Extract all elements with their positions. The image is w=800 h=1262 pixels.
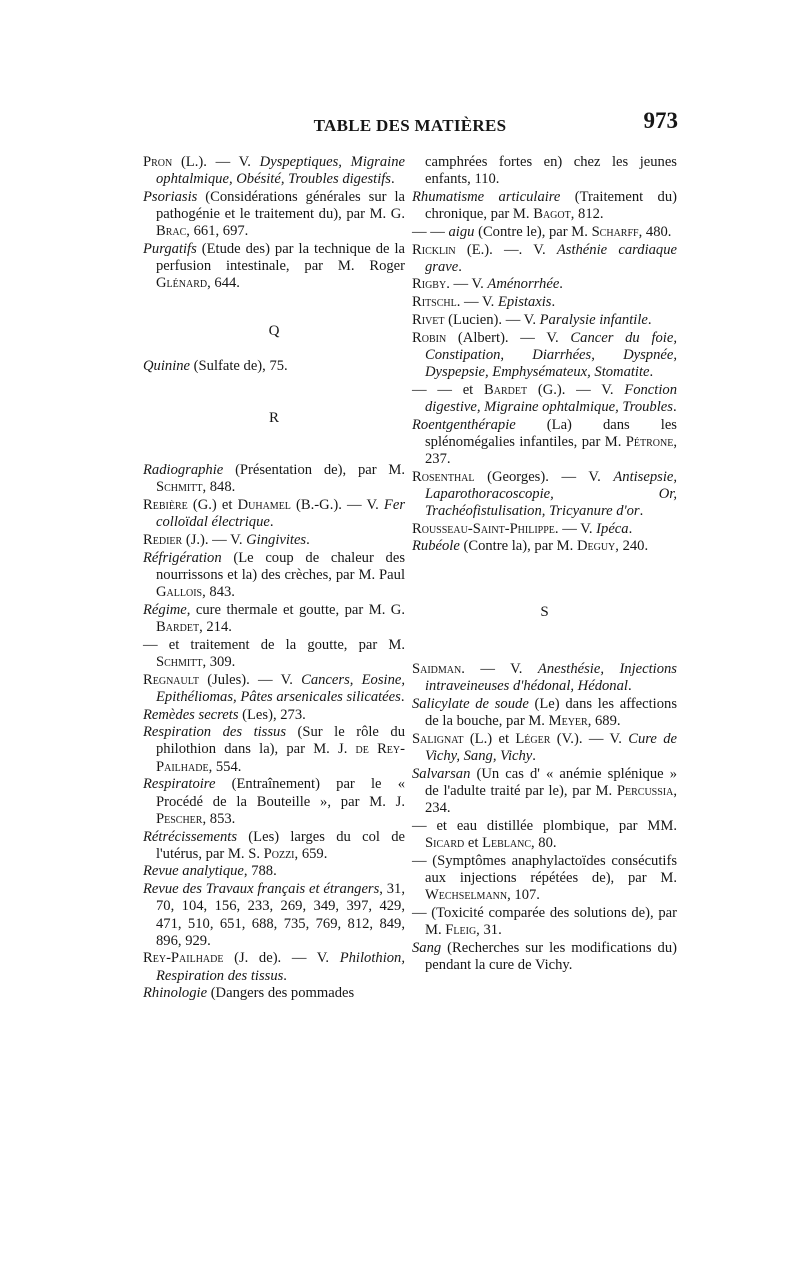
index-entry: — et traitement de la goutte, par M. Schmitt, 309.: [143, 636, 405, 670]
section-letter-q: Q: [268, 322, 280, 339]
index-entry: Régime, cure thermale et goutte, par M. G. Bardet, 214.: [143, 601, 405, 636]
index-entry: Remèdes secrets (Les), 273.: [143, 706, 306, 723]
index-entry: Purgatifs (Etude des) par la technique de la perfusion intestinale, par M. Roger Glénard, 644.: [143, 241, 405, 292]
index-entry: Respiration des tissus (Sur le rôle du philothion dans la), par M. J. de Rey-Pailhade, 554.: [143, 724, 405, 775]
index-entry: Rivet (Lucien). — V. Paralysie infantile.: [412, 311, 652, 328]
left-column: [143, 154, 405, 1003]
index-entry: Rétrécissements (Les) larges du col de l'utérus, par M. S. Pozzi, 659.: [143, 828, 405, 862]
index-entry: Pron (L.). — V. Dyspeptiques, Migraine ophtalmique, Obésité, Troubles digestifs.: [143, 154, 405, 188]
index-entry: Rubéole (Contre la), par M. Deguy, 240.: [412, 538, 649, 555]
index-entry: Ritschl. — V. Epistaxis.: [412, 294, 556, 311]
index-entry: Salignat (L.) et Léger (V.). — V. Cure de Vichy, Sang, Vichy.: [412, 730, 678, 764]
index-entry: Regnault (Jules). — V. Cancers, Eosine, Epithéliomas, Pâtes arsenicales silicatées.: [143, 671, 405, 705]
index-entry: Redier (J.). — V. Gingivites.: [143, 532, 310, 549]
page-number: 973: [643, 108, 678, 133]
index-entry: Rey-Pailhade (J. de). — V. Philothion, Respiration des tissus.: [143, 950, 405, 984]
index-entry: Radiographie (Présentation de), par M. Schmitt, 848.: [143, 462, 405, 496]
index-entry: Rousseau-Saint-Philippe. — V. Ipéca.: [412, 520, 633, 537]
index-entry: Quinine (Sulfate de), 75.: [143, 357, 288, 374]
index-entry: Rigby. — V. Aménorrhée.: [412, 276, 563, 293]
index-entry: Roentgenthérapie (La) dans les splénomégalies infantiles, par M. Pétrone, 237.: [412, 416, 677, 467]
section-letter-s: S: [540, 603, 549, 620]
index-entry: Saidman. — V. Anesthésie, Injections intraveineuses d'hédonal, Hédonal.: [412, 660, 677, 695]
index-entry: Respiratoire (Entraînement) par le « Procédé de la Bouteille », par M. J. Pescher, 853.: [143, 776, 405, 827]
section-letter-r: R: [268, 410, 279, 427]
page-header: [140, 108, 680, 144]
index-entry: Ricklin (E.). —. V. Asthénie cardiaque grave.: [412, 241, 677, 275]
index-entry: Revue des Travaux français et étrangers, 31, 70, 104, 156, 233, 269, 349, 397, 429, 471, 510, 651, 688, 735, 769, 812, 849, 896, 929.: [143, 881, 405, 949]
index-entry: — (Symptômes anaphylactoïdes consécutifs aux injections répétées de), par M. Wechselmann, 107.: [412, 852, 677, 904]
index-entry: Robin (Albert). — V. Cancer du foie, Constipation, Diarrhées, Dyspnée, Dyspepsie, Emphysémateux, Stomatite.: [412, 329, 677, 380]
index-entry: Réfrigération (Le coup de chaleur des nourrissons et la) des crèches, par M. Paul Gallois, 843.: [143, 549, 405, 601]
index-entry: — — et Bardet (G.). — V. Fonction digestive, Migraine ophtalmique, Troubles.: [412, 381, 677, 415]
index-entry: Revue analytique, 788.: [143, 863, 277, 880]
index-entry: Psoriasis (Considérations générales sur la pathogénie et le traitement du), par M. G. Brac, 661, 697.: [143, 188, 405, 240]
index-entry: Rhinologie (Dangers des pommades: [143, 985, 355, 1002]
right-column: [412, 154, 677, 975]
index-entry: Salicylate de soude (Le) dans les affections de la bouche, par M. Meyer, 689.: [412, 695, 677, 729]
index-entry: — et eau distillée plombique, par MM. Sicard et Leblanc, 80.: [412, 817, 677, 851]
index-entry: Rhumatisme articulaire (Traitement du) chronique, par M. Bagot, 812.: [412, 188, 677, 223]
index-entry: — (Toxicité comparée des solutions de), par M. Fleig, 31.: [412, 904, 677, 938]
index-entry: Rosenthal (Georges). — V. Antisepsie, Laparothoracoscopie, Or, Trachéofistulisation, Tricyanure d'or.: [412, 468, 677, 520]
index-entry: Sang (Recherches sur les modifications du) pendant la cure de Vichy.: [412, 939, 677, 973]
index-entry: Rebière (G.) et Duhamel (B.-G.). — V. Fer colloïdal électrique.: [143, 497, 405, 531]
index-entry: Salvarsan (Un cas d' « anémie splénique » de l'adulte traité par le), par M. Percussia, 234.: [412, 765, 677, 816]
index-entry: — — aigu (Contre le), par M. Scharff, 480.: [412, 223, 672, 240]
running-title: TABLE DES MATIÈRES: [313, 116, 507, 135]
index-entry: camphrées fortes en) chez les jeunes enfants, 110.: [425, 154, 677, 188]
